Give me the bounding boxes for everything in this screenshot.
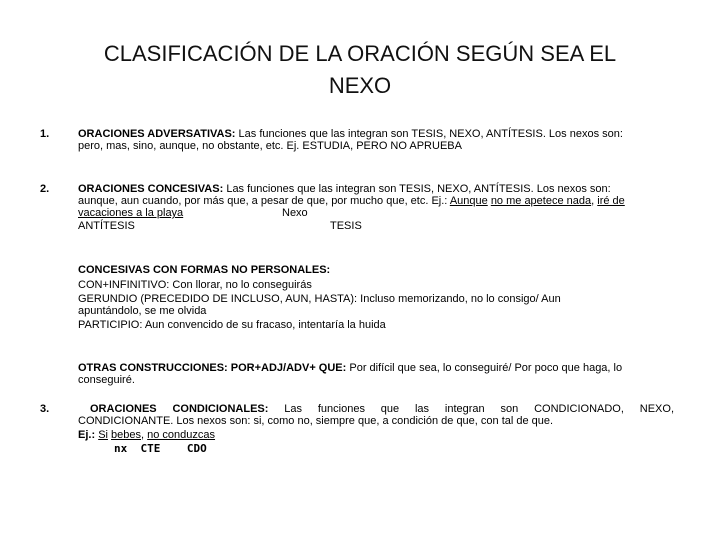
concesivas-gerundio-cont: apuntándolo, se me olvida	[78, 305, 207, 317]
section-2-line-3	[78, 207, 183, 219]
section-2-text: Las funciones que las integran son TESIS, NEXO, ANTÍTESIS. Los nexos son:	[223, 183, 611, 195]
example-comma-2: ,	[141, 429, 148, 441]
example-bebes: bebes	[111, 429, 142, 441]
otras-text: Por difícil que sea, lo conseguiré/ Por poco que haga, lo	[346, 362, 623, 374]
example-si: Si	[98, 429, 108, 441]
concesivas-heading: CONCESIVAS CON FORMAS NO PERSONALES:	[78, 264, 331, 276]
section-2-number: 2.	[40, 183, 50, 195]
label-tesis: TESIS	[330, 220, 362, 232]
title-line-2: NEXO	[328, 73, 392, 98]
section-2-line-1	[78, 183, 611, 195]
section-1-line-1	[78, 128, 623, 140]
concesivas-infinitivo: CON+INFINITIVO: Con llorar, no lo conseguirás	[78, 279, 312, 291]
section-2-line-2	[78, 195, 625, 207]
section-1-line-2: pero, mas, sino, aunque, no obstante, etc. Ej. ESTUDIA, PERO NO APRUEBA	[78, 140, 462, 152]
title-line-1: CLASIFICACIÓN DE LA ORACIÓN SEGÚN SEA EL	[103, 41, 617, 66]
section-3-function-labels: nx CTE CDO	[114, 442, 207, 455]
section-3-line-1	[90, 403, 674, 415]
example-no-conduzcas: no conduzcas	[147, 429, 216, 441]
section-2-heading: ORACIONES CONCESIVAS:	[78, 183, 224, 195]
section-2-nexos: aunque, aun cuando, por más que, a pesar de que, por mucho que, etc. Ej.:	[78, 195, 450, 207]
section-1-number: 1.	[40, 128, 50, 140]
example-aunque: Aunque	[449, 195, 488, 207]
label-nexo: Nexo	[282, 207, 308, 219]
section-1-heading: ORACIONES ADVERSATIVAS:	[78, 128, 236, 140]
otras-line-1	[78, 362, 622, 374]
example-ire-de: iré de	[597, 195, 625, 207]
section-1-text: Las funciones que las integran son TESIS, NEXO, ANTÍTESIS. Los nexos son:	[235, 128, 623, 140]
otras-line-2: conseguiré.	[78, 374, 135, 386]
concesivas-participio: PARTICIPIO: Aun convencido de su fracaso, intentaría la huida	[78, 319, 386, 331]
section-3-text: Las funciones que las integran son CONDICIONADO, NEXO,	[268, 403, 674, 415]
concesivas-gerundio: GERUNDIO (PRECEDIDO DE INCLUSO, AUN, HASTA): Incluso memorizando, no lo consigo/ Aun	[78, 293, 561, 305]
section-3-number: 3.	[40, 403, 50, 415]
section-3-line-2: CONDICIONANTE. Los nexos son: si, como no, siempre que, a condición de que, con tal de que.	[78, 415, 554, 427]
otras-heading: OTRAS CONSTRUCCIONES: POR+ADJ/ADV+ QUE:	[78, 362, 347, 374]
example-comma: ,	[591, 195, 598, 207]
example-vacaciones: vacaciones a la playa	[78, 207, 184, 219]
page-title	[40, 38, 680, 102]
section-3-heading: ORACIONES CONDICIONALES:	[90, 403, 269, 415]
section-3-example	[78, 429, 215, 441]
label-antitesis: ANTÍTESIS	[78, 220, 135, 232]
example-no-me-apetece: no me apetece nada	[490, 195, 592, 207]
example-label: Ej.:	[78, 429, 96, 441]
